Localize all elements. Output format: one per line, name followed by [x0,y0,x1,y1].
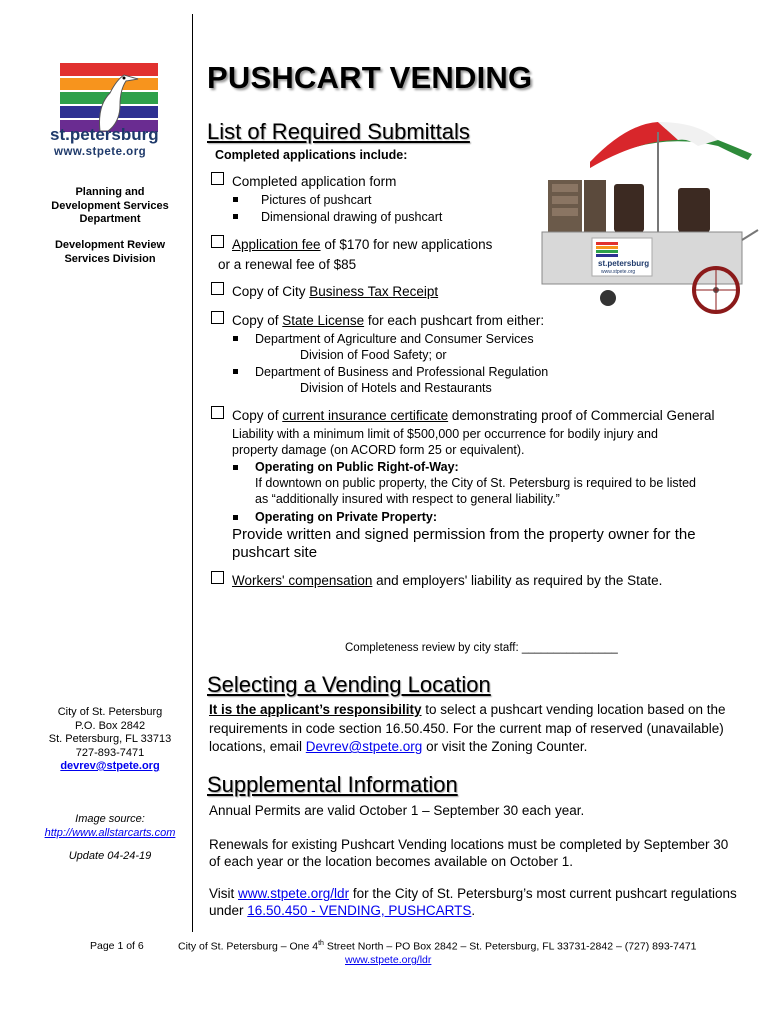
item-text: or a renewal fee of $85 [218,257,357,272]
dept-line: Planning and [75,186,145,198]
division-block [30,239,190,266]
pushcart-image [538,110,760,315]
checkbox[interactable] [211,172,224,185]
sub-item: Dimensional drawing of pushcart [261,210,443,224]
bullet [233,214,238,219]
department-block [30,186,190,227]
sub-item: as “additionally insured with respect to general liability.” [255,492,560,506]
sub-item: Pictures of pushcart [261,193,372,207]
dept-line: Department [79,213,141,225]
division-line: Development Review [54,239,166,251]
address-line: St. Petersburg, FL 33713 [48,733,172,745]
sub-item: pushcart site [232,544,318,561]
completed-intro: Completed applications include: [215,148,408,162]
section-heading-submittals: List of Required Submittals [207,119,470,144]
page-title: PUSHCART VENDING [207,60,533,95]
item-text: Liability with a minimum limit of $500,000 per occurrence for bodily injury and [232,427,658,441]
image-source-block [30,813,190,840]
item-text: Copy of current insurance certificate demonstrating proof of Commercial General [232,408,715,423]
item-text: Copy of City Business Tax Receipt [232,284,439,299]
workers-comp-link[interactable]: Workers' compensation [232,573,373,588]
devrev-email-link[interactable]: Devrev@stpete.org [305,739,423,754]
paragraph: It is the applicant’s responsibility to select a pushcart vending location based on the [209,702,726,717]
item-text: Completed application form [232,174,397,189]
code-section-link[interactable]: 16.50.450 - VENDING, PUSHCARTS [247,903,472,918]
cart-logo-text: st.petersburg [598,259,650,268]
item-text: property damage (on ACORD form 25 or equivalent). [232,443,525,457]
page-number: Page 1 of 6 [90,940,144,952]
sub-heading: Operating on Private Property: [255,510,437,524]
paragraph: locations, email Devrev@stpete.org or visit the Zoning Counter. [209,739,588,754]
ldr-link[interactable]: www.stpete.org/ldr [238,886,350,901]
address-line: City of St. Petersburg [57,706,163,718]
address-line: P.O. Box 2842 [74,719,146,732]
image-source-label: Image source: [75,813,145,825]
bullet [233,515,238,520]
section-heading-supplemental: Supplemental Information [207,772,458,797]
paragraph: Annual Permits are valid October 1 – September 30 each year. [209,803,585,818]
bullet [233,336,238,341]
paragraph: of each year or the location becomes available on October 1. [209,854,573,869]
sub-heading: Operating on Public Right-of-Way: [255,460,459,474]
state-license-link[interactable]: State License [282,313,365,328]
cart-logo-url: www.stpete.org [601,269,636,275]
paragraph: under 16.50.450 - VENDING, PUSHCARTS. [209,903,476,918]
application-fee-link[interactable]: Application fee [232,237,321,252]
address-block [30,706,190,774]
logo-wordmark: st.petersburg [50,125,159,144]
business-tax-receipt-link[interactable]: Business Tax Receipt [309,284,439,299]
section-heading-location: Selecting a Vending Location [207,672,491,697]
update-date: Update 04-24-19 [68,850,152,862]
checkbox[interactable] [211,282,224,295]
logo-url: www.stpete.org [54,146,147,158]
bullet [233,369,238,374]
insurance-certificate-link[interactable]: current insurance certificate [282,408,449,423]
division-line: Services Division [64,252,156,265]
sub-item: If downtown on public property, the City of St. Petersburg is required to be listed [255,476,696,490]
bullet [233,197,238,202]
checkbox[interactable] [211,311,224,324]
completeness-review: Completeness review by city staff: _______________ [345,642,618,654]
item-text: Workers' compensation and employers' liability as required by the State. [232,573,663,588]
dept-line: Development Services [51,199,169,212]
divider-line [192,14,193,932]
sub-item: Department of Business and Professional Regulation [255,365,549,379]
sub-item: Division of Hotels and Restaurants [300,381,492,395]
checkbox[interactable] [211,571,224,584]
checkbox[interactable] [211,406,224,419]
pelican-icon [80,63,140,133]
sub-item: Provide written and signed permission from the property owner for the [232,526,696,543]
paragraph: Renewals for existing Pushcart Vending locations must be completed by September 30 [209,837,729,852]
image-source-link[interactable]: http://www.allstarcarts.com [44,826,176,839]
sub-item: Department of Agriculture and Consumer Services [255,332,534,346]
item-text: Application fee of $170 for new applications [232,237,493,252]
checkbox[interactable] [211,235,224,248]
paragraph: requirements in code section 16.50.450. For the current map of reserved (unavailable) [209,721,724,736]
paragraph: Visit www.stpete.org/ldr for the City of St. Petersburg’s most current pushcart regulations [209,886,737,901]
item-text: Copy of State License for each pushcart from either: [232,313,545,328]
footer-url-link[interactable]: www.stpete.org/ldr [345,954,432,966]
sub-item: Division of Food Safety; or [300,348,447,362]
phone: 727-893-7471 [75,746,145,759]
email-link[interactable]: devrev@stpete.org [60,760,160,772]
footer-address: City of St. Petersburg – One 4th Street North – PO Box 2842 – St. Petersburg, FL 33731-2842 – (727) 893-7471 [178,940,697,953]
bullet [233,465,238,470]
